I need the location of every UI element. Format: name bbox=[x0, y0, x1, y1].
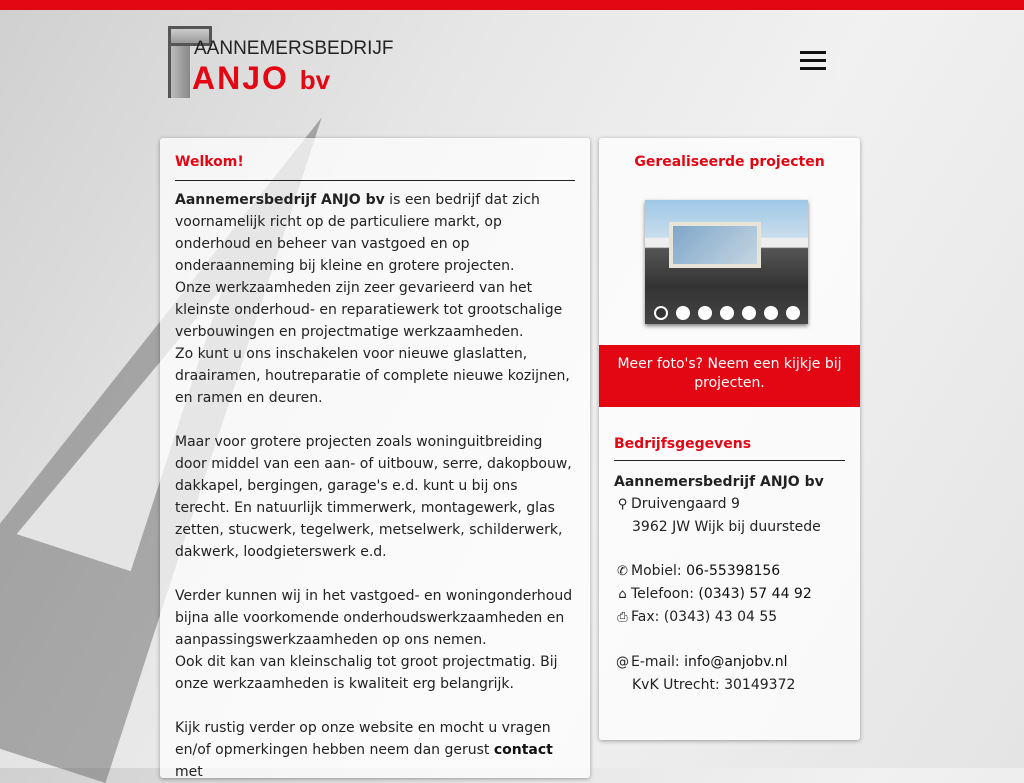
contact-link[interactable]: contact bbox=[493, 742, 553, 758]
top-accent-bar bbox=[0, 0, 1024, 10]
services-paragraph: Maar voor grotere projecten zoals woninguitbreiding door middel van een aan- of uitbouw, serre, dakopbouw, dakkapel, bergingen, garage's e.d. kunt u bij ons terecht. En natuurlijk timmerwerk, montagewerk, glas zetten, stucwerk, tegelwerk, metselwerk, schilderwerk, dakwerk, loodgieterswerk e.d. bbox=[175, 434, 572, 560]
company-info-title: Bedrijfsgegevens bbox=[614, 436, 845, 461]
location-pin-icon: ⚲ bbox=[617, 497, 628, 512]
project-photo bbox=[669, 222, 761, 268]
logo-line1: AANNEMERSBEDRIJF bbox=[194, 38, 394, 59]
at-icon: @ bbox=[616, 655, 629, 670]
welcome-panel bbox=[160, 138, 590, 778]
kvk-number: KvK Utrecht: 30149372 bbox=[632, 677, 796, 693]
house-icon: ⌂ bbox=[618, 587, 627, 602]
projects-title: Gerealiseerde projecten bbox=[634, 154, 825, 170]
mobile-link[interactable]: 06-55398156 bbox=[686, 563, 781, 579]
welcome-title: Welkom! bbox=[175, 154, 575, 181]
slider-dot[interactable] bbox=[698, 306, 712, 320]
maintenance-paragraph: Verder kunnen wij in het vastgoed- en woningonderhoud bijna alle voorkomende onderhoudswerkzaamheden en aanpassingswerkzaamheden op ons nemen. Ook dit kan van kleinschalig tot groot projectmatig. Bij onze werkzaamheden is kwaliteit erg belangrijk. bbox=[175, 588, 573, 692]
hamburger-menu-button[interactable] bbox=[792, 40, 834, 80]
contact-paragraph: Kijk rustig verder op onze website en mocht u vragen en/of opmerkingen hebben neem dan gerust contact met bbox=[175, 720, 553, 780]
slider-dot[interactable] bbox=[742, 306, 756, 320]
logo-line2: ANJO bv bbox=[192, 60, 331, 96]
company-info: Bedrijfsgegevens Aannemersbedrijf ANJO bv ⚲ Druivengaard 9 3962 JW Wijk bij duurstede ✆ Mobiel: 06-55398156 ⌂ Telefoon: (0343) 57 44 92 ⎙ Fax: (0343) 43 04 55 @ E-mail: info@anjobv.nl KvK Utrecht: 30149372 bbox=[614, 436, 845, 696]
company-logo[interactable] bbox=[166, 24, 396, 104]
sidebar-panel bbox=[599, 138, 860, 740]
slider-dot[interactable] bbox=[786, 306, 800, 320]
street: Druivengaard 9 bbox=[631, 496, 740, 512]
more-photos-button[interactable]: Meer foto's? Neem een kijkje bij projecten. bbox=[599, 345, 860, 407]
slider-dot[interactable] bbox=[764, 306, 778, 320]
slider-dots bbox=[645, 306, 808, 320]
city: 3962 JW Wijk bij duurstede bbox=[632, 519, 821, 535]
fax-icon: ⎙ bbox=[617, 610, 628, 625]
phone-link[interactable]: (0343) 57 44 92 bbox=[698, 586, 812, 602]
company-name: Aannemersbedrijf ANJO bv bbox=[614, 474, 824, 490]
fax: Fax: (0343) 43 04 55 bbox=[631, 609, 778, 625]
project-image-slider[interactable] bbox=[645, 200, 808, 324]
email-link[interactable]: info@anjobv.nl bbox=[684, 654, 788, 670]
intro-paragraph: Aannemersbedrijf ANJO bv is een bedrijf dat zich voornamelijk richt op de particuliere markt, op onderhoud en beheer van vastgoed en op onderaanneming bij kleine en grotere projecten. Onze werkzaamheden zijn zeer gevarieerd van het kleinste onderhoud- en reparatiewerk tot grootschalige verbouwingen en projectmatige werkzaamheden. Zo kunt u ons inschakelen voor nieuwe glaslatten, draairamen, houtreparatie of complete nieuwe kozijnen, en ramen en deuren. bbox=[175, 192, 570, 406]
slider-dot[interactable] bbox=[654, 306, 668, 320]
slider-dot[interactable] bbox=[676, 306, 690, 320]
slider-dot[interactable] bbox=[720, 306, 734, 320]
phone-icon: ✆ bbox=[617, 564, 628, 579]
